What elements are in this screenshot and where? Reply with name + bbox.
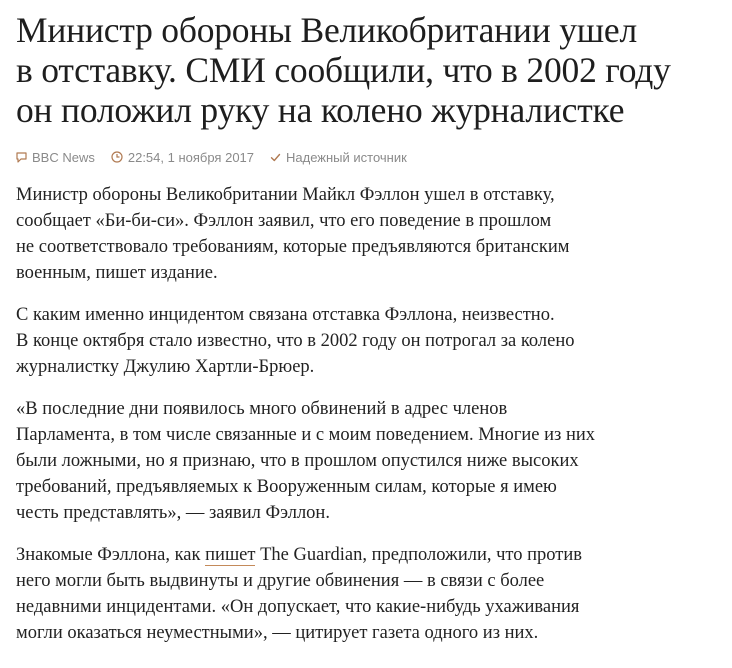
source-icon (16, 152, 27, 163)
text-line: В конце октября стало известно, что в 2002 году он потрогал за колено (16, 331, 575, 351)
text-line: Министр обороны Великобритании Майкл Фэллон ушел в отставку, (16, 185, 555, 205)
text-line: требований, предъявляемых к Вооруженным силам, которые я имею (16, 477, 557, 497)
text-line: Парламента, в том числе связанные и с моим поведением. Многие из них (16, 425, 596, 445)
publish-datetime: 22:54, 1 ноября 2017 (127, 149, 255, 165)
paragraph (16, 542, 716, 646)
checkmark-icon (270, 152, 281, 163)
headline-line: он положил руку на колено журналистке (16, 90, 625, 130)
headline-line: в отставку. СМИ сообщили, что в 2002 году (16, 50, 671, 90)
meta-source[interactable] (16, 150, 95, 165)
text-line: военным, пишет издание. (16, 263, 218, 283)
article-body (16, 182, 716, 646)
article (16, 10, 716, 662)
article-headline (16, 10, 716, 130)
paragraph (16, 302, 716, 380)
guardian-link[interactable]: пишет (205, 545, 256, 565)
article-meta (16, 148, 716, 166)
text-line: честь представлять», — заявил Фэллон. (16, 503, 330, 523)
text-line: журналистку Джулию Хартли-Брюер. (16, 357, 315, 377)
text-line: могли оказаться неуместными», — цитирует газета одного из них. (16, 623, 539, 643)
text-line: не соответствовало требованиям, которые предъявляются британским (16, 237, 570, 257)
paragraph (16, 396, 716, 526)
text-line (16, 542, 716, 568)
text-fragment: The Guardian, предположили, что против (255, 545, 582, 565)
text-fragment: Знакомые Фэллона, как (16, 545, 206, 565)
text-line: были ложными, но я признаю, что в прошлом опустился ниже высоких (16, 451, 579, 471)
meta-datetime (111, 150, 254, 165)
reliability-label: Надежный источник (286, 149, 407, 165)
text-line: сообщает «Би-би-си». Фэллон заявил, что его поведение в прошлом (16, 211, 552, 231)
text-line: недавними инцидентами. «Он допускает, что какие-нибудь ухаживания (16, 597, 580, 617)
text-line: С каким именно инцидентом связана отставка Фэллона, неизвестно. (16, 305, 555, 325)
headline-line: Министр обороны Великобритании ушел (16, 10, 637, 50)
clock-icon (111, 151, 123, 163)
text-line: него могли быть выдвинуты и другие обвинения — в связи с более (16, 571, 545, 591)
source-name[interactable]: BBC News (32, 149, 95, 165)
paragraph (16, 182, 716, 286)
meta-reliability (270, 150, 407, 165)
text-line: «В последние дни появилось много обвинений в адрес членов (16, 399, 508, 419)
